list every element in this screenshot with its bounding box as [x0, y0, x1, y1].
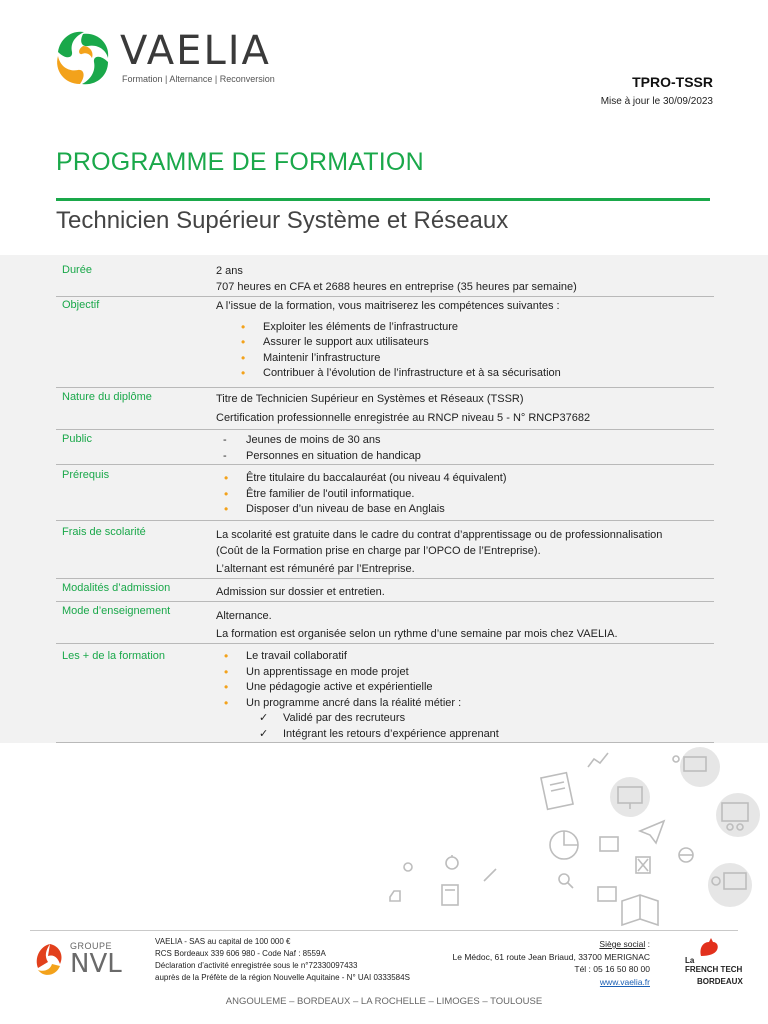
row-public: [56, 430, 714, 465]
groupe-nvl-logo: [34, 940, 134, 982]
legal-line: RCS Bordeaux 339 606 980 - Code Naf : 8559A: [155, 949, 326, 958]
legal-line: auprès de la Préfète de la région Nouvelle Aquitaine - N° UAI 0333584S: [155, 973, 410, 982]
program-table: [56, 262, 714, 743]
vaelia-swirl-icon: [52, 28, 114, 86]
chart-icon: [600, 837, 618, 851]
open-book-icon: [622, 895, 658, 925]
campus-cities: ANGOULEME – BORDEAUX – LA ROCHELLE – LIMOGES – TOULOUSE: [225, 996, 543, 1007]
laptop-teacher-icon: [673, 747, 720, 787]
nature-line: Titre de Technicien Supérieur en Systèmes et Réseaux (TSSR): [216, 393, 524, 405]
update-date: Mise à jour le 30/09/2023: [600, 96, 713, 107]
row-value: [212, 579, 714, 601]
row-value: [212, 297, 714, 387]
list-item: • Un programme ancré dans la réalité métier :: [216, 696, 714, 712]
prerequis-list: [216, 471, 714, 518]
duree-line: 2 ans: [216, 265, 243, 277]
row-label: Prérequis: [62, 469, 110, 481]
footer-divider: [30, 930, 738, 931]
address-line: Le Médoc, 61 route Jean Briaud, 33700 MERIGNAC: [452, 951, 650, 962]
nvl-wordmark: NVL: [70, 949, 122, 979]
list-item: - Jeunes de moins de 30 ans: [216, 433, 714, 449]
groupe-label: GROUPE: [70, 941, 113, 951]
search-icon: [559, 874, 573, 888]
list-item: - Personnes en situation de handicap: [216, 449, 714, 465]
siege-label: Siège social: [599, 939, 646, 949]
presentation-board-icon: [716, 793, 760, 837]
row-frais: [56, 521, 714, 579]
list-item: • Assurer le support aux utilisateurs: [216, 335, 714, 351]
row-value: [212, 262, 714, 296]
row-label: Frais de scolarité: [62, 526, 146, 538]
legal-line: Déclaration d’activité enregistrée sous le n°72330097433: [155, 961, 358, 970]
monitor-icon: [598, 887, 616, 901]
logo-wordmark: VAELIA: [120, 28, 271, 74]
legal-notice: [155, 936, 410, 984]
list-item: • Maintenir l’infrastructure: [216, 351, 714, 367]
plus-list: [216, 649, 714, 711]
french-tech-label: [685, 956, 742, 974]
list-item: • Disposer d’un niveau de base en Anglais: [216, 502, 714, 518]
frais-line: L’alternant est rémunéré par l’Entreprise.: [216, 563, 415, 575]
row-value: [212, 465, 714, 520]
objectif-intro: A l’issue de la formation, vous maitriserez les compétences suivantes :: [216, 300, 560, 312]
paperclip-icon: [484, 869, 496, 881]
list-item: • Exploiter les éléments de l’infrastructure: [216, 320, 714, 336]
row-duree: [56, 262, 714, 297]
list-item: • Une pédagogie active et expérientielle: [216, 680, 714, 696]
globe-icon: [679, 848, 693, 862]
row-label: Les + de la formation: [62, 650, 166, 662]
ft-french: FRENCH TECH: [685, 965, 743, 974]
row-label: Modalités d’admission: [62, 582, 171, 594]
french-tech-logo: [683, 936, 753, 988]
row-objectif: [56, 297, 714, 388]
check-item: ✓ Validé par des recruteurs: [216, 711, 714, 727]
row-label: Nature du diplôme: [62, 391, 152, 403]
list-item: • Le travail collaboratif: [216, 649, 714, 665]
duree-line: 707 heures en CFA et 2688 heures en entreprise (35 heures par semaine): [216, 280, 577, 293]
admission-line: Admission sur dossier et entretien.: [216, 586, 385, 598]
frais-line: La scolarité est gratuite dans le cadre du contrat d’apprentissage ou de professionnalisation: [216, 529, 663, 541]
course-title: Technicien Supérieur Système et Réseaux: [56, 207, 509, 234]
excel-icon: [636, 857, 650, 873]
legal-line: VAELIA - SAS au capital de 100 000 €: [155, 937, 291, 946]
list-item: • Être titulaire du baccalauréat (ou niveau 4 équivalent): [216, 471, 714, 487]
row-label: Objectif: [62, 299, 100, 311]
logo-tagline: Formation | Alternance | Reconversion: [122, 74, 275, 84]
calculator-icon: [442, 885, 458, 905]
row-label: Public: [62, 433, 92, 445]
website-link[interactable]: www.vaelia.fr: [599, 976, 650, 987]
trend-line-icon: [588, 753, 608, 767]
stopwatch-icon: [446, 855, 458, 869]
teacher-board-icon: [708, 863, 752, 907]
objectif-list: [216, 320, 714, 382]
nvl-swirl-icon: [34, 942, 66, 978]
row-label: Durée: [62, 264, 92, 276]
frais-line: (Coût de la Formation prise en charge par l’OPCO de l’Entreprise).: [216, 544, 541, 557]
program-reference: TPRO-TSSR: [632, 74, 713, 90]
row-value: [212, 521, 714, 578]
enseignement-line: La formation est organisée selon un rythme d’une semaine par mois chez VAELIA.: [216, 627, 618, 640]
row-value: [212, 602, 714, 643]
list-item: • Contribuer à l’évolution de l’infrastructure et à sa sécurisation: [216, 366, 714, 382]
row-plus: [56, 644, 714, 743]
siege-colon: :: [645, 939, 650, 949]
row-label: Mode d’enseignement: [62, 605, 171, 617]
decorative-icon-cloud: [380, 745, 768, 930]
lightbulb-icon: [404, 863, 412, 871]
row-prerequis: [56, 465, 714, 521]
head-office-address: [453, 938, 651, 988]
enseignement-line: Alternance.: [216, 610, 272, 622]
phone-line: Tél : 05 16 50 80 00: [574, 964, 650, 974]
nature-line: Certification professionnelle enregistrée au RNCP niveau 5 - N° RNCP37682: [216, 411, 591, 424]
plus-checklist: [216, 711, 714, 742]
row-enseignement: [56, 602, 714, 644]
page-title: PROGRAMME DE FORMATION: [56, 148, 424, 176]
thumbs-up-icon: [390, 891, 400, 901]
siege-heading: [453, 938, 651, 951]
public-list: [216, 433, 714, 464]
paper-plane-icon: [640, 821, 664, 843]
pie-chart-icon: [550, 831, 578, 859]
rooster-icon: [695, 936, 721, 958]
video-lesson-icon: [610, 777, 650, 817]
check-item: ✓ Intégrant les retours d’expérience apprenant: [216, 727, 714, 743]
ft-la: La: [685, 956, 695, 965]
row-value: [212, 388, 714, 429]
list-item: • Être familier de l'outil informatique.: [216, 487, 714, 503]
vaelia-logo: [52, 26, 292, 90]
list-item: • Un apprentissage en mode projet: [216, 665, 714, 681]
document-icon: [541, 773, 573, 810]
row-admission: [56, 579, 714, 602]
row-value: [212, 644, 714, 742]
row-nature: [56, 388, 714, 430]
title-divider: [56, 198, 710, 201]
ft-city: BORDEAUX: [697, 977, 743, 986]
row-value: [212, 430, 714, 464]
